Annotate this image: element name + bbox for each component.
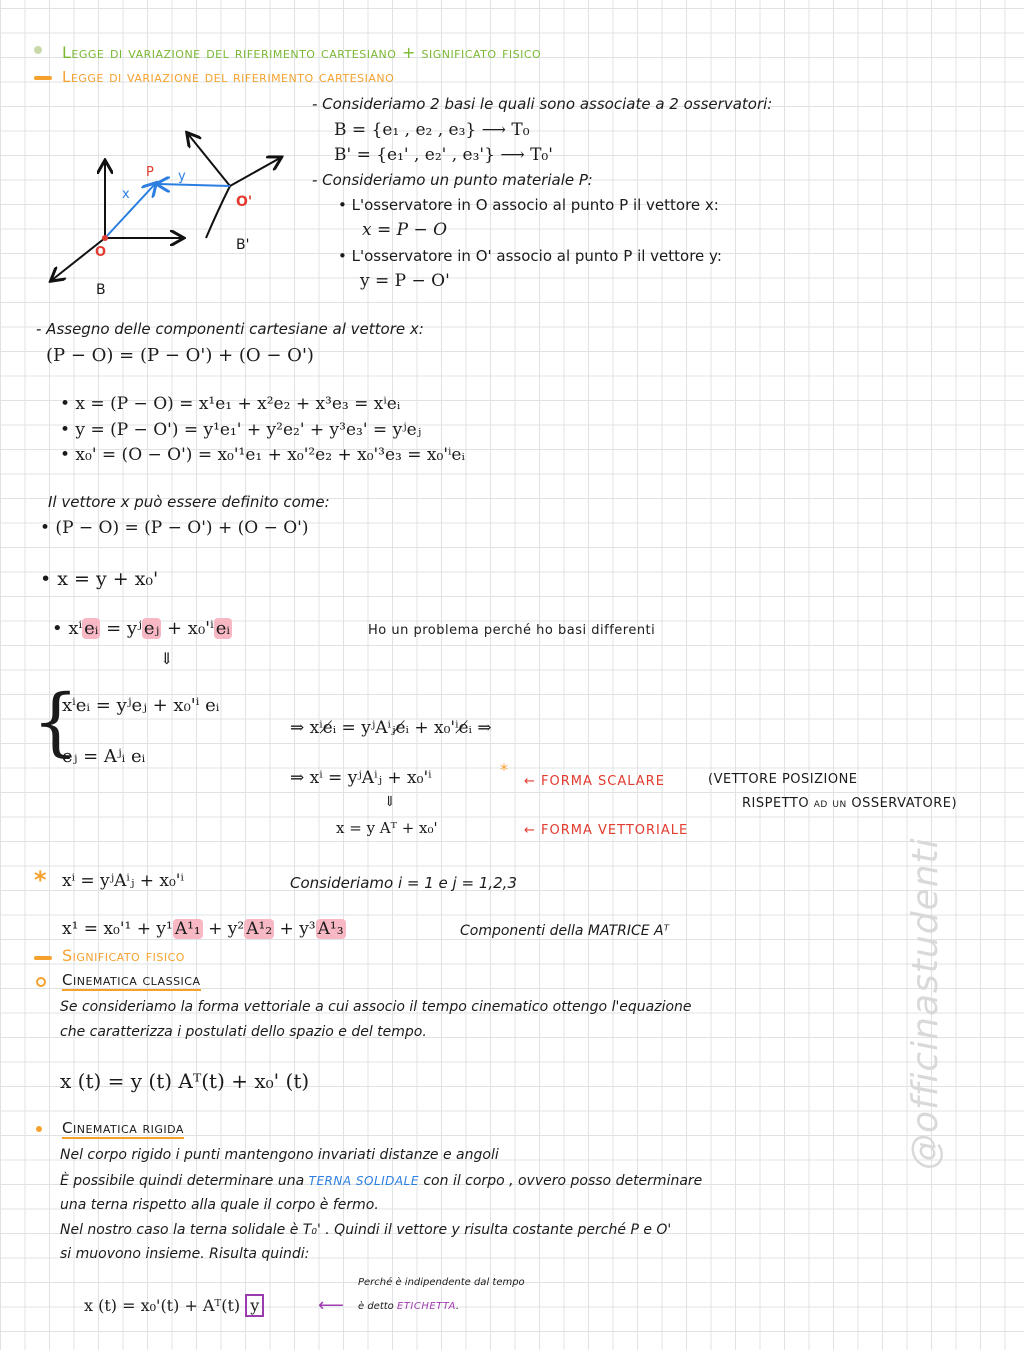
label-oprime: O' (236, 194, 253, 210)
highlight-ej: eⱼ (143, 618, 160, 639)
highlight-a12: A¹₂ (246, 919, 273, 939)
vector-line-2: • x = y + x₀' (40, 568, 159, 590)
system-down-arrow: ⇓ (384, 794, 396, 810)
scalar-note-2: RISPETTO ad un OSSERVATORE) (742, 796, 958, 811)
system-eq-2: eⱼ = Aʲᵢ eᵢ (62, 746, 146, 767)
vector-heading: Il vettore x può essere definito come: (48, 493, 330, 511)
classic-equation: x (t) = y (t) Aᵀ(t) + x₀' (t) (60, 1069, 310, 1093)
components-line-x: • x = (P − O) = x¹e₁ + x²e₂ + x³e₃ = xⁱeᵢ (60, 394, 401, 414)
subtitle-dash (34, 76, 52, 80)
vector-x (105, 184, 155, 238)
rigid-heading: Cinematica rigida (62, 1119, 184, 1137)
vector-line-1: • (P − O) = (P − O') + (O − O') (40, 518, 309, 538)
intro-line-7: y = P − O' (360, 271, 450, 291)
example-eq: xⁱ = yʲAⁱⱼ + x₀'ⁱ (62, 871, 184, 891)
system-star: * (500, 760, 508, 779)
watermark: @officinastudenti (905, 837, 946, 1170)
classic-text-1: Se consideriamo la forma vettoriale a cui associo il tempo cinematico ottengo l'equazione (60, 999, 692, 1015)
physical-dash (34, 956, 52, 960)
axis-bprime-1 (188, 134, 230, 186)
highlight-a11: A¹₁ (174, 919, 201, 939)
example-note: Componenti della MATRICE Aᵀ (460, 923, 670, 939)
label-p: P (146, 165, 154, 180)
rigid-text-4: Nel nostro caso la terna solidale è T₀' . Quindi il vettore y risulta costante perché P e O' (60, 1222, 672, 1238)
label-bprime: B' (236, 237, 250, 253)
classic-bullet (36, 977, 46, 987)
label-vector-x: x (122, 187, 130, 202)
final-equation: x (t) = x₀'(t) + Aᵀ(t) y (84, 1298, 264, 1314)
intro-line-5: x = P − O (362, 220, 448, 240)
label-o: O (95, 245, 107, 260)
intro-line-2: B' = {e₁' , e₂' , e₃'} ⟶ T₀' (334, 145, 553, 165)
final-arrow: ⟵ (318, 1295, 344, 1316)
scalar-form-label: ← FORMA SCALARE (524, 774, 665, 789)
rigid-text-3: una terna rispetto alla quale il corpo è fermo. (60, 1197, 379, 1213)
point-o (102, 235, 108, 241)
system-impl-2: ⇒ xⁱ = yʲAⁱⱼ + x₀'ⁱ (290, 768, 432, 788)
label-note-1: Perché è indipendente dal tempo (358, 1277, 525, 1288)
example-consider: Consideriamo i = 1 e j = 1,2,3 (290, 874, 517, 892)
system-brace: { (32, 679, 80, 765)
matrix-form-eq: x = y Aᵀ + x₀' (336, 819, 438, 837)
intro-line-6: • L'osservatore in O' associo al punto P il vettore y: (338, 247, 722, 265)
reference-frames-diagram (40, 120, 300, 305)
scalar-note-1: (VETTORE POSIZIONE (708, 772, 858, 787)
rigid-text-5: si muovono insieme. Risulta quindi: (60, 1246, 310, 1262)
page-subtitle: Legge di variazione del riferimento cartesiano (62, 68, 395, 86)
label-b: B (96, 282, 106, 298)
example-expansion: x¹ = x₀'¹ + y¹ A¹₁ + y² A¹₂ + y³ A¹₃ (62, 919, 344, 939)
classic-heading: Cinematica classica (62, 971, 201, 989)
components-heading: - Assegno delle componenti cartesiane al vettore x: (36, 320, 424, 338)
vector-line-3: • xⁱ eᵢ = yʲ eⱼ + x₀'ⁱ eᵢ (52, 618, 231, 639)
system-eq-1: xⁱeᵢ = yʲeⱼ + x₀'ⁱ eᵢ (62, 695, 220, 716)
rigid-text-1: Nel corpo rigido i punti mantengono invariati distanze e angoli (60, 1147, 499, 1163)
terna-solidale-term: TERNA SOLIDALE (308, 1174, 419, 1188)
rigid-text-2: È possibile quindi determinare una TERNA SOLIDALE con il corpo , ovvero posso determinare (60, 1173, 703, 1189)
example-star: * (34, 866, 47, 894)
label-note-2: è detto ETICHETTA. (358, 1301, 460, 1312)
y-boxed: y (245, 1294, 264, 1317)
components-line-x0: • x₀' = (O − O') = x₀'¹e₁ + x₀'²e₂ + x₀'³e₃ = x₀'ⁱeᵢ (60, 445, 465, 465)
axis-bprime-3 (206, 186, 230, 238)
rigid-bullet (36, 1126, 42, 1132)
problem-note: Ho un problema perché ho basi differenti (368, 623, 656, 638)
label-vector-y: y (178, 169, 186, 184)
matrix-form-label: ← FORMA VETTORIALE (524, 823, 689, 838)
intro-line-3: - Consideriamo un punto materiale P: (312, 171, 593, 189)
axis-bprime-2 (230, 158, 280, 186)
highlight-ei-1: eᵢ (84, 618, 99, 639)
classic-text-2: che caratterizza i postulati dello spazio e del tempo. (60, 1024, 427, 1040)
intro-line-1: B = {e₁ , e₂ , e₃} ⟶ T₀ (334, 120, 530, 140)
physical-heading: Significato fisico (62, 946, 185, 965)
page-title: Legge di variazione del riferimento cartesiano + significato fisico (62, 43, 542, 62)
components-line-y: • y = (P − O') = y¹e₁' + y²e₂' + y³e₃' = yʲeⱼ (60, 420, 422, 440)
intro-line-0: - Consideriamo 2 basi le quali sono associate a 2 osservatori: (312, 95, 773, 113)
title-bullet (34, 46, 42, 54)
highlight-ei-2: eᵢ (215, 618, 231, 639)
highlight-a13: A¹₃ (317, 919, 344, 939)
intro-line-4: • L'osservatore in O associo al punto P il vettore x: (338, 196, 719, 214)
system-impl-1: ⇒ xⁱe̸ᵢ = yʲAⁱⱼe̸ᵢ + x₀'ⁱe̸ᵢ ⇒ (290, 718, 492, 738)
etichetta-term: ETICHETTA (396, 1301, 456, 1312)
components-relation: (P − O) = (P − O') + (O − O') (46, 345, 314, 366)
implies-down-arrow: ⇓ (160, 649, 174, 668)
vector-y (158, 184, 230, 186)
